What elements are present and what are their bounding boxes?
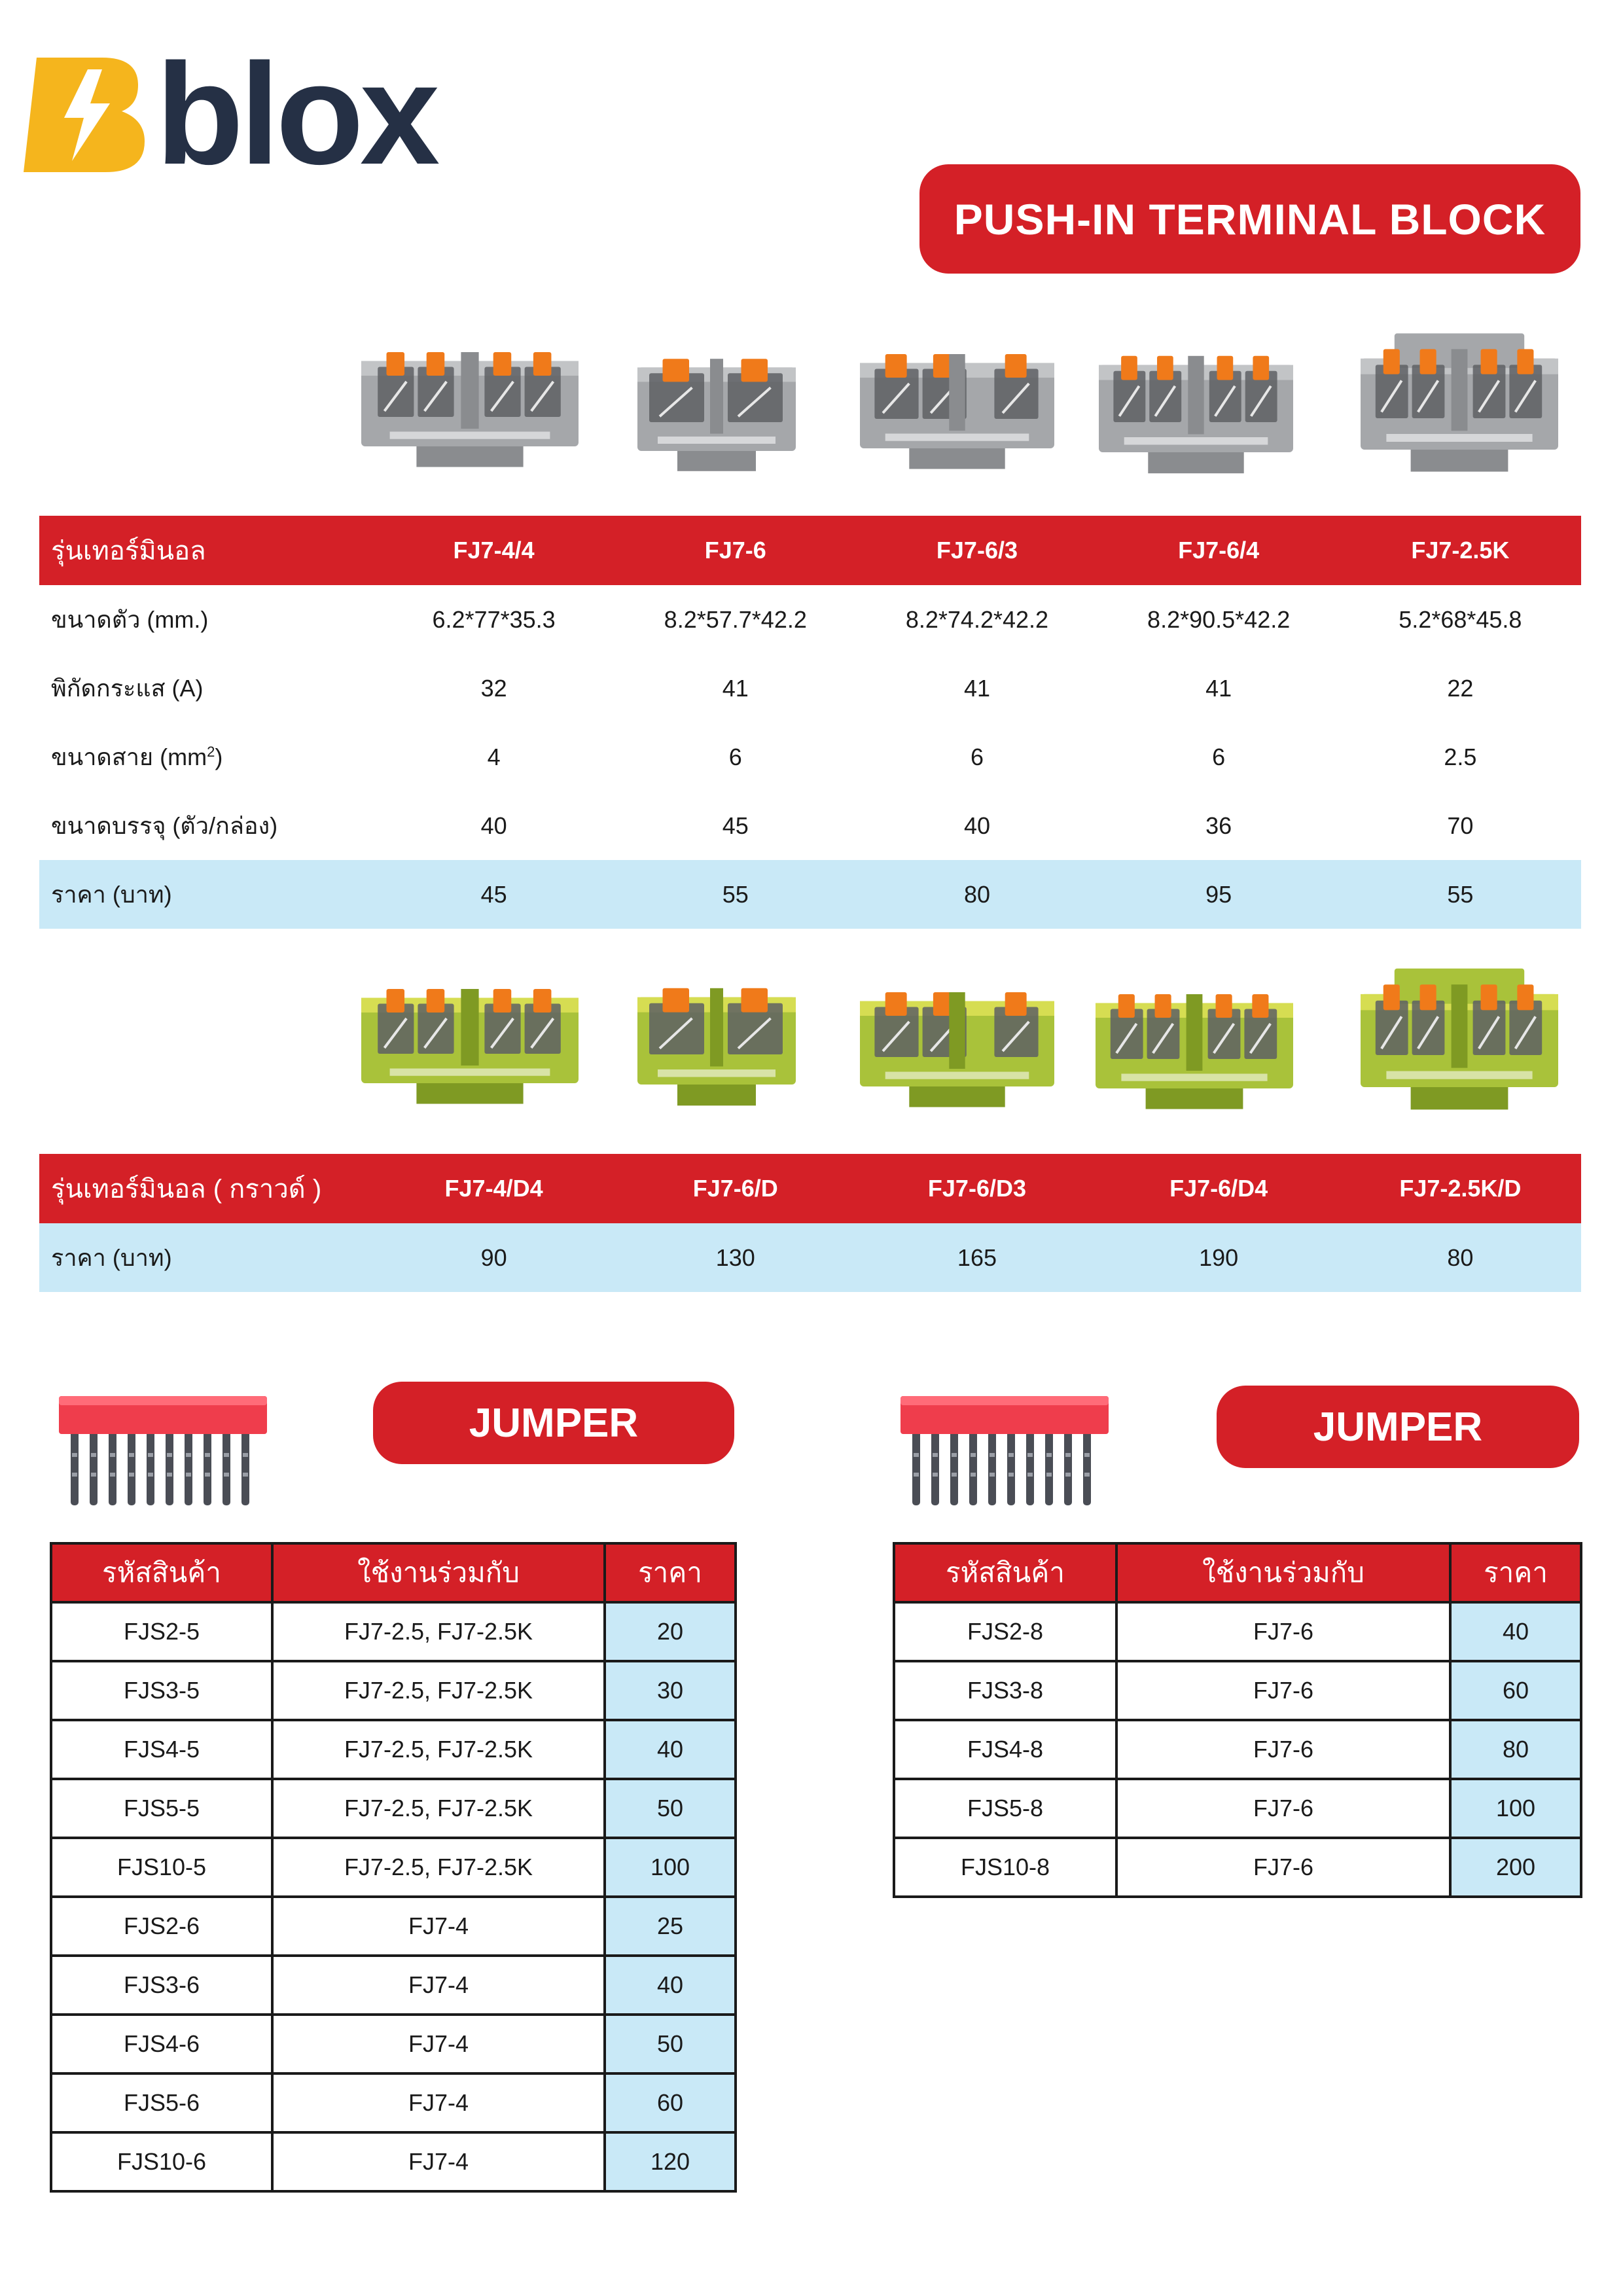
cell-value: 8.2*74.2*42.2	[905, 605, 1049, 633]
row-label: ขนาดตัว (mm.)	[51, 606, 209, 633]
column-header-compat: ใช้งานร่วมกับ	[272, 1543, 605, 1602]
model-name: FJ7-6/D4	[1098, 1154, 1340, 1223]
terminal-block-image	[857, 331, 1057, 478]
model-name: FJ7-6/D	[615, 1154, 856, 1223]
product-code: FJS5-8	[894, 1779, 1116, 1838]
price-value: 120	[605, 2132, 736, 2191]
price-value: 80	[1340, 1223, 1581, 1292]
spec-row-wire	[39, 723, 1581, 791]
model-name: FJ7-6/3	[856, 516, 1097, 585]
price-value: 130	[615, 1223, 856, 1292]
product-code: FJS5-5	[51, 1779, 272, 1838]
price-value: 100	[605, 1838, 736, 1897]
cell-value: 8.2*57.7*42.2	[664, 605, 807, 633]
spec-row-size	[39, 585, 1581, 654]
price-value: 95	[1098, 860, 1340, 929]
row-label: ราคา (บาท)	[39, 860, 373, 929]
ground-terminal-image	[1358, 959, 1561, 1119]
table-row	[894, 1779, 1581, 1838]
cell-value: 45	[722, 812, 749, 839]
compatible-model: FJ7-6	[1116, 1838, 1450, 1897]
model-name: FJ7-2.5K/D	[1340, 1154, 1581, 1223]
terminal-block-image	[1358, 324, 1561, 481]
spec-table	[39, 516, 1581, 929]
product-code: FJS4-8	[894, 1720, 1116, 1779]
price-value: 40	[605, 1720, 736, 1779]
table-row	[51, 1602, 736, 1661]
price-value: 55	[615, 860, 856, 929]
model-name: FJ7-6/D3	[856, 1154, 1097, 1223]
product-code: FJS2-6	[51, 1897, 272, 1956]
price-value: 60	[605, 2073, 736, 2132]
ground-terminal-image	[359, 965, 581, 1113]
cell-value: 32	[480, 674, 507, 702]
column-header-compat: ใช้งานร่วมกับ	[1116, 1543, 1450, 1602]
product-code: FJS5-6	[51, 2073, 272, 2132]
price-value: 20	[605, 1602, 736, 1661]
price-value: 55	[1340, 860, 1581, 929]
price-value: 45	[373, 860, 615, 929]
row-label: ราคา (บาท)	[39, 1223, 373, 1292]
cell-value: 41	[1205, 674, 1232, 702]
jumper-table-header	[51, 1543, 736, 1602]
cell-value: 8.2*90.5*42.2	[1147, 605, 1291, 633]
cell-value: 6.2*77*35.3	[432, 605, 556, 633]
jumper-image-right	[897, 1391, 1113, 1522]
ground-terminal-image	[635, 964, 798, 1115]
table-row	[51, 1838, 736, 1897]
table-row	[51, 1956, 736, 2015]
cell-value: 40	[480, 812, 507, 839]
page-title: PUSH-IN TERMINAL BLOCK	[919, 164, 1580, 274]
jumper-title-left: JUMPER	[373, 1382, 734, 1464]
compatible-model: FJ7-6	[1116, 1602, 1450, 1661]
compatible-model: FJ7-4	[272, 1897, 605, 1956]
logo-mark-icon	[24, 58, 148, 172]
price-value: 40	[1450, 1602, 1581, 1661]
product-code: FJS3-8	[894, 1661, 1116, 1720]
row-label: ขนาดบรรจุ (ตัว/กล่อง)	[51, 812, 278, 839]
price-value: 190	[1098, 1223, 1340, 1292]
compatible-model: FJ7-2.5, FJ7-2.5K	[272, 1602, 605, 1661]
row-label: พิกัดกระแส (A)	[51, 675, 204, 702]
compatible-model: FJ7-4	[272, 2073, 605, 2132]
product-code: FJS3-5	[51, 1661, 272, 1720]
cell-value: 22	[1447, 674, 1474, 702]
terminal-block-image	[1096, 332, 1296, 482]
spec-row-price	[39, 860, 1581, 929]
ground-terminal-image	[1093, 971, 1296, 1118]
price-value: 50	[605, 1779, 736, 1838]
cell-value: 6	[1212, 743, 1226, 770]
cell-value: 41	[722, 674, 749, 702]
spec-table-header	[39, 516, 1581, 585]
ground-table-header	[39, 1154, 1581, 1223]
cell-value: 36	[1205, 812, 1232, 839]
cell-value: 41	[963, 674, 990, 702]
product-code: FJS2-8	[894, 1602, 1116, 1661]
jumper-image-left	[55, 1391, 271, 1522]
price-value: 80	[856, 860, 1097, 929]
cell-value: 2.5	[1444, 743, 1477, 770]
price-value: 80	[1450, 1720, 1581, 1779]
compatible-model: FJ7-6	[1116, 1661, 1450, 1720]
table-row	[51, 2132, 736, 2191]
column-header-price: ราคา	[1450, 1543, 1581, 1602]
jumper-table-right	[893, 1542, 1582, 1898]
model-name: FJ7-4/4	[373, 516, 615, 585]
compatible-model: FJ7-2.5, FJ7-2.5K	[272, 1838, 605, 1897]
logo-wordmark: blox	[156, 33, 437, 194]
cell-value: 4	[487, 743, 501, 770]
price-value: 100	[1450, 1779, 1581, 1838]
jumper-left-rows	[51, 1602, 736, 2191]
price-value: 165	[856, 1223, 1097, 1292]
product-code: FJS2-5	[51, 1602, 272, 1661]
table-row	[51, 1661, 736, 1720]
compatible-model: FJ7-4	[272, 2015, 605, 2073]
table-row	[894, 1720, 1581, 1779]
compatible-model: FJ7-2.5, FJ7-2.5K	[272, 1661, 605, 1720]
price-value: 60	[1450, 1661, 1581, 1720]
table-row	[51, 1720, 736, 1779]
table-row	[51, 1779, 736, 1838]
jumper-table-left	[50, 1542, 737, 2193]
cell-value: 6	[728, 743, 742, 770]
ground-table	[39, 1154, 1581, 1292]
table-row	[894, 1602, 1581, 1661]
price-value: 25	[605, 1897, 736, 1956]
price-value: 40	[605, 1956, 736, 2015]
model-name: FJ7-4/D4	[373, 1154, 615, 1223]
jumper-title-right: JUMPER	[1217, 1386, 1579, 1468]
table-row	[51, 2015, 736, 2073]
compatible-model: FJ7-4	[272, 2132, 605, 2191]
product-code: FJS4-5	[51, 1720, 272, 1779]
column-header-code: รหัสสินค้า	[894, 1543, 1116, 1602]
model-name: FJ7-6	[615, 516, 856, 585]
ground-terminal-image	[857, 969, 1057, 1116]
terminal-block-image	[635, 336, 798, 480]
cell-value: 40	[963, 812, 990, 839]
product-code: FJS3-6	[51, 1956, 272, 2015]
table-row	[894, 1838, 1581, 1897]
product-code: FJS4-6	[51, 2015, 272, 2073]
compatible-model: FJ7-4	[272, 1956, 605, 2015]
table-row	[894, 1661, 1581, 1720]
spec-row-pack	[39, 791, 1581, 860]
product-code: FJS10-6	[51, 2132, 272, 2191]
column-header-code: รหัสสินค้า	[51, 1543, 272, 1602]
row-label: ขนาดสาย $(mm^2)$	[51, 744, 223, 770]
terminal-block-image	[359, 329, 581, 476]
price-value: 200	[1450, 1838, 1581, 1897]
cell-value: 70	[1447, 812, 1474, 839]
brand-logo	[24, 33, 442, 194]
price-value: 50	[605, 2015, 736, 2073]
price-value: 90	[373, 1223, 615, 1292]
product-code: FJS10-5	[51, 1838, 272, 1897]
ground-header-label: รุ่นเทอร์มินอล ( กราวด์ )	[39, 1154, 373, 1223]
spec-header-label: รุ่นเทอร์มินอล	[39, 516, 373, 585]
compatible-model: FJ7-2.5, FJ7-2.5K	[272, 1720, 605, 1779]
cell-value: 5.2*68*45.8	[1399, 605, 1522, 633]
compatible-model: FJ7-6	[1116, 1779, 1450, 1838]
jumper-right-rows	[894, 1602, 1581, 1897]
jumper-table-header	[894, 1543, 1581, 1602]
ground-row-price	[39, 1223, 1581, 1292]
model-name: FJ7-2.5K	[1340, 516, 1581, 585]
product-code: FJS10-8	[894, 1838, 1116, 1897]
table-row	[51, 2073, 736, 2132]
column-header-price: ราคา	[605, 1543, 736, 1602]
compatible-model: FJ7-6	[1116, 1720, 1450, 1779]
model-name: FJ7-6/4	[1098, 516, 1340, 585]
price-value: 30	[605, 1661, 736, 1720]
table-row	[51, 1897, 736, 1956]
cell-value: 6	[970, 743, 984, 770]
compatible-model: FJ7-2.5, FJ7-2.5K	[272, 1779, 605, 1838]
spec-row-current	[39, 654, 1581, 723]
